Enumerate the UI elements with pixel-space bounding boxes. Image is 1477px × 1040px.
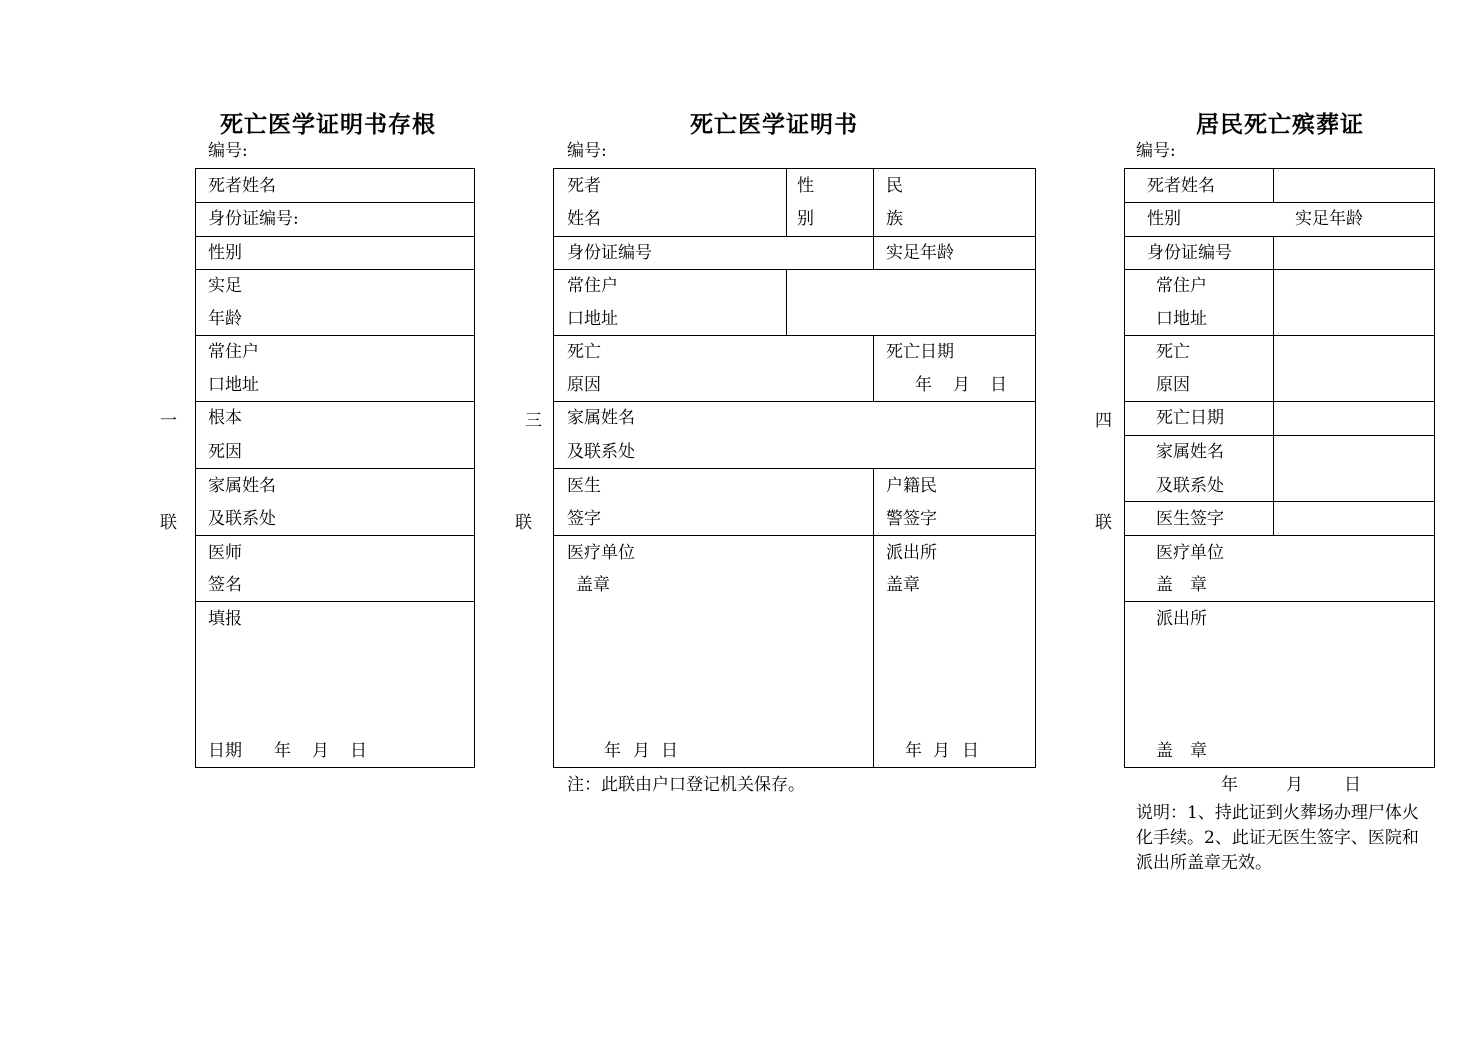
funeral-doctor-sign-label: 医生签字 — [1156, 509, 1224, 529]
certificate-unit-year: 年 — [604, 741, 621, 761]
funeral-side-label: 联 — [1095, 513, 1112, 533]
certificate-cause-label-2: 原因 — [567, 375, 601, 395]
funeral-medical-unit-label: 医疗单位 — [1156, 543, 1224, 563]
certificate-note: 注：此联由户口登记机关保存。 — [567, 775, 805, 795]
stub-fill-label: 填报 — [208, 609, 242, 629]
certificate-police-label-2: 警签字 — [886, 509, 937, 529]
funeral-age-label: 实足年龄 — [1295, 209, 1363, 229]
funeral-number-label: 编号: — [1136, 141, 1176, 161]
certificate-ethnic-label-2: 族 — [886, 209, 903, 229]
funeral-address-label-2: 口地址 — [1156, 309, 1207, 329]
certificate-death-month: 月 — [953, 375, 970, 395]
certificate-deceased-label-2: 姓名 — [567, 209, 601, 229]
certificate-gender-label-1: 性 — [797, 176, 814, 196]
funeral-family-label-1: 家属姓名 — [1156, 442, 1224, 462]
certificate-age-label: 实足年龄 — [886, 243, 954, 263]
stub-gender-label: 性别 — [208, 243, 242, 263]
certificate-police-day: 日 — [962, 741, 979, 761]
stub-family-label-2: 及联系处 — [208, 509, 276, 529]
certificate-gender-label-2: 别 — [797, 209, 814, 229]
funeral-medical-seal-label: 盖 章 — [1156, 575, 1207, 595]
certificate-doctor-label-2: 签字 — [567, 509, 601, 529]
certificate-police-year: 年 — [905, 741, 922, 761]
certificate-police-month: 月 — [933, 741, 950, 761]
certificate-police-station-label: 派出所 — [886, 543, 937, 563]
certificate-deceased-label-1: 死者 — [567, 176, 601, 196]
funeral-title: 居民死亡殡葬证 — [1196, 112, 1364, 138]
funeral-family-label-2: 及联系处 — [1156, 476, 1224, 496]
certificate-address-label-1: 常住户 — [567, 276, 618, 296]
certificate-side-number: 三 — [525, 411, 542, 431]
certificate-police-label-1: 户籍民 — [886, 476, 937, 496]
certificate-unit-day: 日 — [661, 741, 678, 761]
stub-day: 日 — [350, 741, 367, 761]
stub-side-number: 一 — [160, 411, 177, 431]
funeral-address-label-1: 常住户 — [1156, 276, 1207, 296]
certificate-cause-label-1: 死亡 — [567, 342, 601, 362]
funeral-police-seal-label: 盖 章 — [1156, 741, 1207, 761]
funeral-police-station-label: 派出所 — [1156, 609, 1207, 629]
stub-deceased-name-label: 死者姓名 — [208, 176, 276, 196]
certificate-death-day: 日 — [990, 375, 1007, 395]
certificate-side-label: 联 — [515, 513, 532, 533]
certificate-title: 死亡医学证明书 — [690, 112, 858, 138]
funeral-deceased-name-label: 死者姓名 — [1147, 176, 1215, 196]
funeral-cause-label-1: 死亡 — [1156, 342, 1190, 362]
stub-age-label-2: 年龄 — [208, 309, 242, 329]
stub-age-label-1: 实足 — [208, 276, 242, 296]
certificate-death-date-label: 死亡日期 — [886, 342, 954, 362]
funeral-death-date-label: 死亡日期 — [1156, 408, 1224, 428]
certificate-ethnic-label-1: 民 — [886, 176, 903, 196]
stub-doctor-label-2: 签名 — [208, 575, 242, 595]
certificate-address-label-2: 口地址 — [567, 309, 618, 329]
stub-cause-label-2: 死因 — [208, 442, 242, 462]
certificate-number-label: 编号: — [567, 141, 607, 161]
funeral-month: 月 — [1286, 775, 1303, 795]
stub-number-label: 编号: — [208, 141, 248, 161]
certificate-id-number-label: 身份证编号 — [567, 243, 652, 263]
stub-cause-label-1: 根本 — [208, 408, 242, 428]
funeral-explanation: 说明：1、持此证到火葬场办理尸体火化手续。2、此证无医生签字、医院和派出所盖章无效。 — [1136, 803, 1419, 873]
stub-id-number-label: 身份证编号: — [208, 209, 299, 229]
funeral-cause-label-2: 原因 — [1156, 375, 1190, 395]
stub-doctor-label-1: 医师 — [208, 543, 242, 563]
stub-year: 年 — [274, 741, 291, 761]
funeral-side-number: 四 — [1095, 411, 1112, 431]
stub-family-label-1: 家属姓名 — [208, 476, 276, 496]
funeral-id-number-label: 身份证编号 — [1147, 243, 1232, 263]
certificate-unit-month: 月 — [633, 741, 650, 761]
funeral-day: 日 — [1344, 775, 1361, 795]
funeral-year: 年 — [1221, 775, 1238, 795]
certificate-death-year: 年 — [915, 375, 932, 395]
stub-address-label-2: 口地址 — [208, 375, 259, 395]
stub-date-label: 日期 — [208, 741, 242, 761]
funeral-gender-label: 性别 — [1147, 209, 1181, 229]
certificate-family-label-2: 及联系处 — [567, 442, 635, 462]
certificate-medical-unit-label: 医疗单位 — [567, 543, 635, 563]
certificate-police-seal-label: 盖章 — [886, 575, 920, 595]
stub-title: 死亡医学证明书存根 — [220, 112, 436, 138]
certificate-medical-seal-label: 盖章 — [576, 575, 610, 595]
stub-address-label-1: 常住户 — [208, 342, 259, 362]
certificate-family-label-1: 家属姓名 — [567, 408, 635, 428]
stub-month: 月 — [312, 741, 329, 761]
stub-side-label: 联 — [160, 513, 177, 533]
certificate-doctor-label-1: 医生 — [567, 476, 601, 496]
